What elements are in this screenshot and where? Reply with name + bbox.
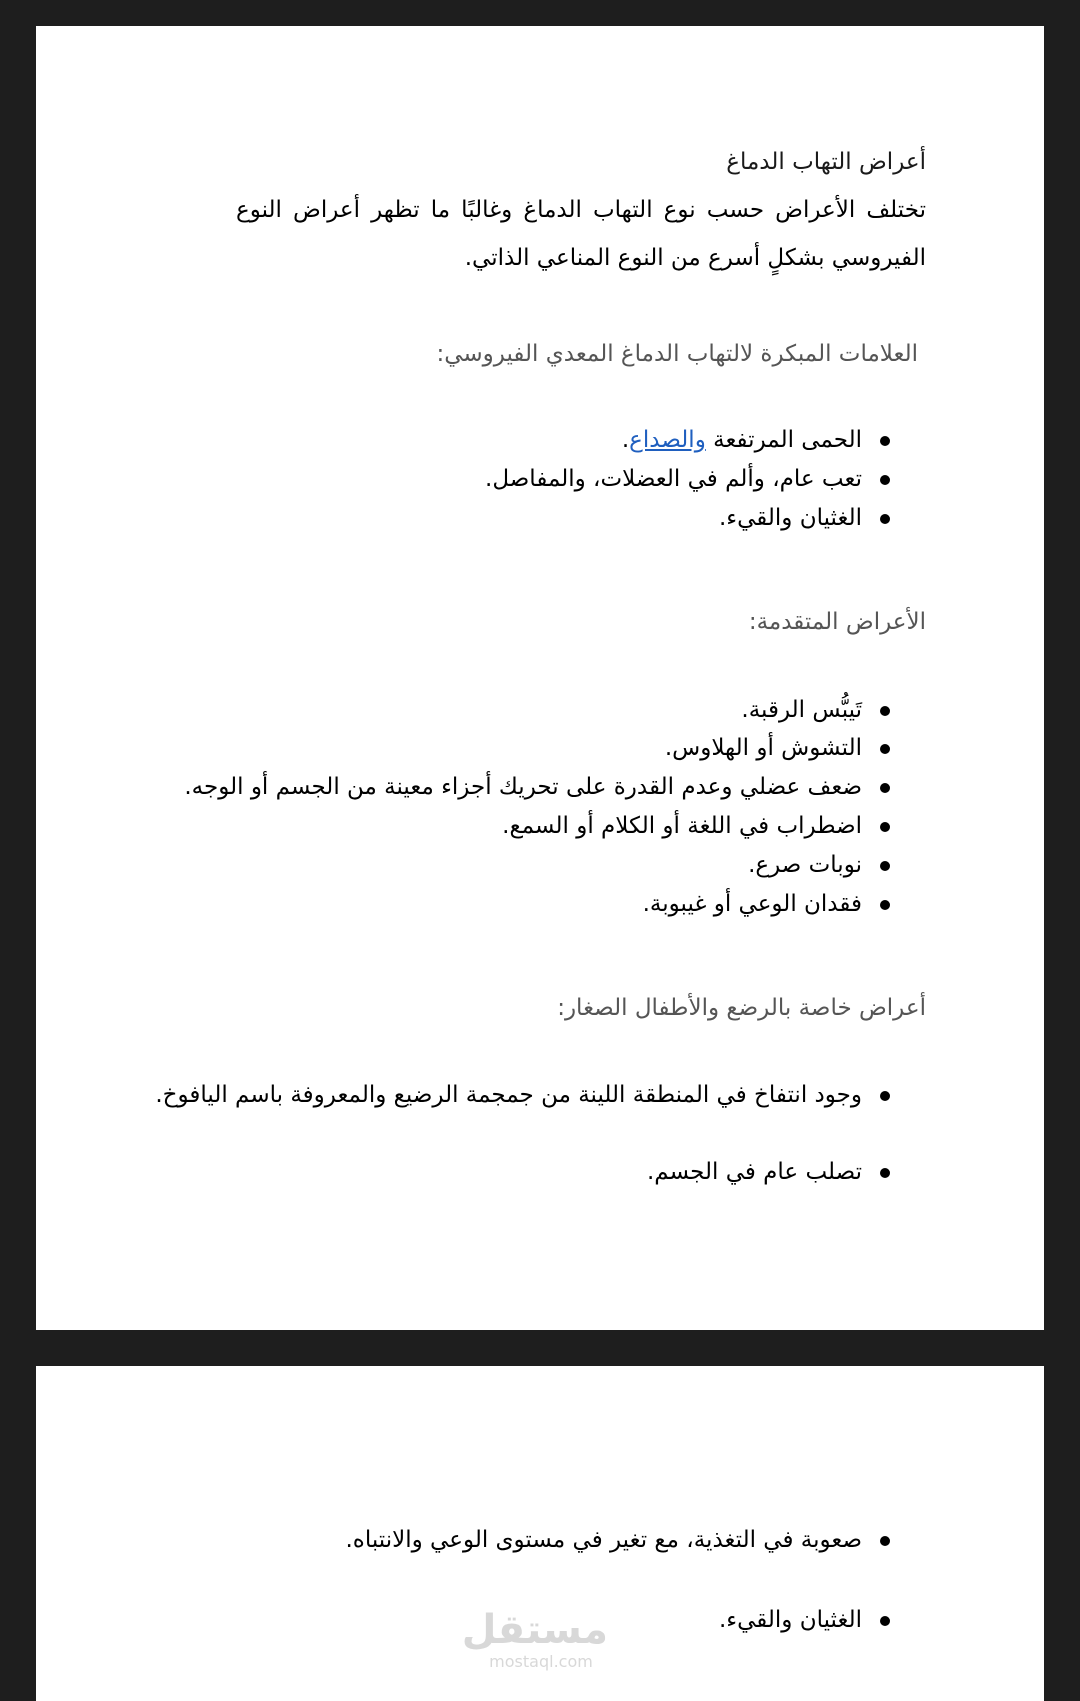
advanced-symptoms-heading: الأعراض المتقدمة: — [748, 609, 926, 635]
list-item: صعوبة في التغذية، مع تغير في مستوى الوعي والانتباه. — [345, 1520, 890, 1560]
list-item: الغثيان والقيء. — [719, 1600, 890, 1640]
bullet-icon — [880, 861, 890, 871]
bullet-icon — [880, 514, 890, 524]
bullet-icon — [880, 744, 890, 754]
bullet-icon — [880, 706, 890, 716]
bullet-icon — [880, 475, 890, 485]
watermark-latin: mostaql.com — [489, 1652, 593, 1671]
bullet-icon — [880, 900, 890, 910]
intro-paragraph: تختلف الأعراض حسب نوع التهاب الدماغ وغالبًا ما تظهر أعراض النوع الفيروسي بشكلٍ أسرع من النوع المناعي الذاتي. — [236, 197, 926, 271]
list-item: تعب عام، وألم في العضلات، والمفاصل. — [485, 459, 890, 499]
list-item: فقدان الوعي أو غيبوبة. — [643, 884, 890, 924]
bullet-icon — [880, 1616, 890, 1626]
bullet-icon — [880, 436, 890, 446]
bullet-icon — [880, 822, 890, 832]
list-item: نوبات صرع. — [748, 845, 890, 885]
list-item: الغثيان والقيء. — [719, 498, 890, 538]
mostaql-watermark — [461, 1607, 608, 1672]
list-item: وجود انتفاخ في المنطقة اللينة من جمجمة الرضيع والمعروفة باسم اليافوخ. — [155, 1075, 890, 1115]
list-item: تَيبُّس الرقبة. — [741, 690, 890, 730]
page-title: أعراض التهاب الدماغ — [726, 149, 926, 175]
bullet-icon — [880, 783, 890, 793]
list-item: الحمى المرتفعة والصداع. — [622, 420, 890, 460]
list-item: ضعف عضلي وعدم القدرة على تحريك أجزاء معينة من الجسم أو الوجه. — [184, 767, 890, 807]
early-signs-heading: العلامات المبكرة لالتهاب الدماغ المعدي الفيروسي: — [436, 341, 918, 367]
watermark-arabic: مستقل — [461, 1607, 608, 1653]
list-item: اضطراب في اللغة أو الكلام أو السمع. — [502, 806, 890, 846]
headache-link[interactable]: والصداع — [629, 427, 706, 453]
list-item: التشوش أو الهلاوس. — [665, 728, 890, 768]
bullet-icon — [880, 1168, 890, 1178]
infants-symptoms-heading: أعراض خاصة بالرضع والأطفال الصغار: — [557, 995, 926, 1021]
bullet-icon — [880, 1536, 890, 1546]
list-item: تصلب عام في الجسم. — [647, 1152, 890, 1192]
bullet-icon — [880, 1091, 890, 1101]
